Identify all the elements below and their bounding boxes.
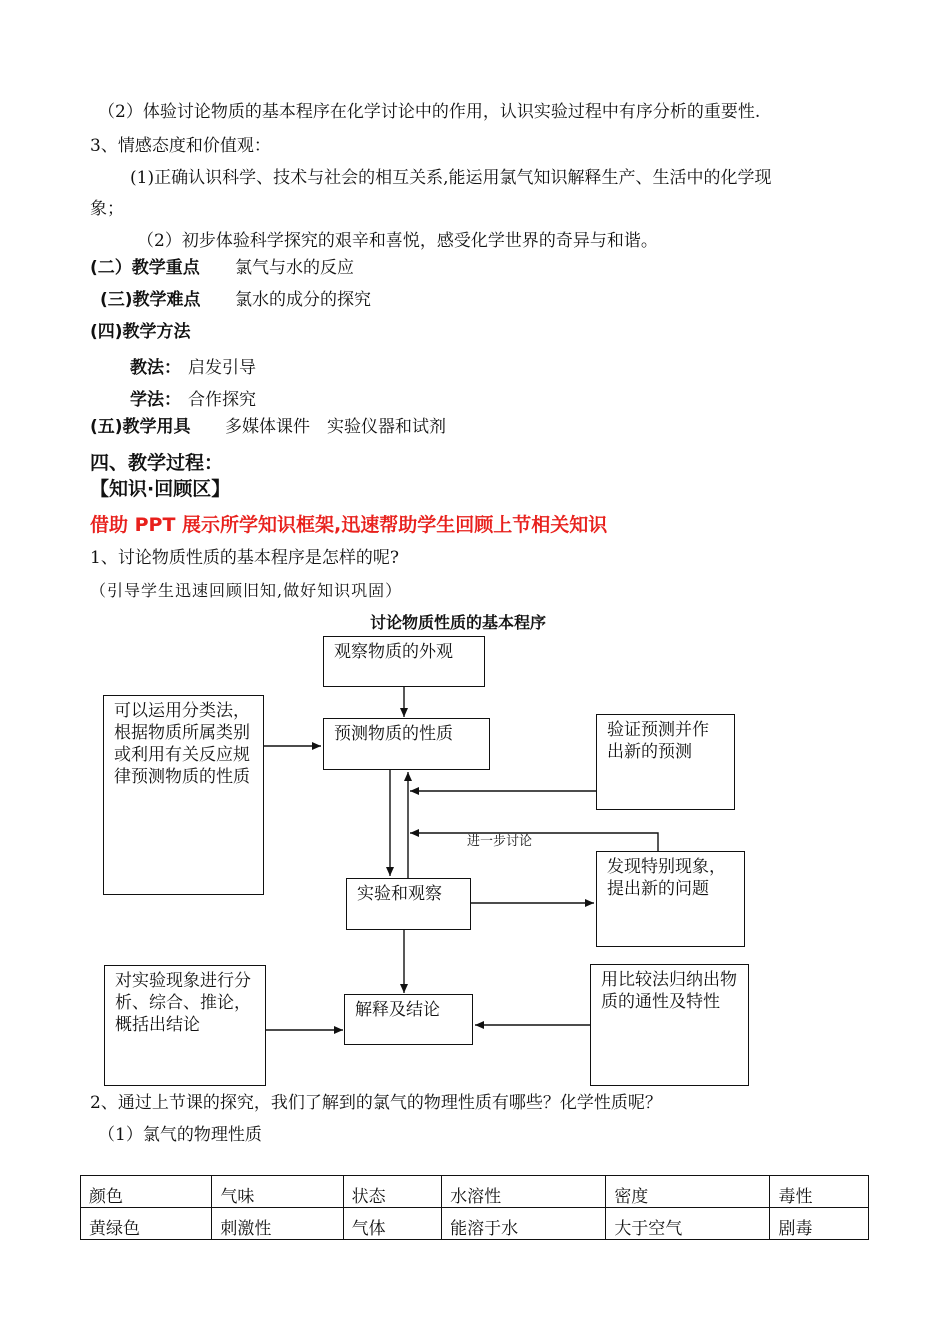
table-header-cell: 水溶性 [442,1176,606,1208]
learn-text: 合作探究 [188,390,256,410]
method-label: (四)教学方法 [90,322,191,342]
table-cell: 刺激性 [212,1208,343,1240]
teach-text: 启发引导 [188,358,256,378]
process-heading: 四、教学过程： [90,452,224,474]
label-further-discussion: 进一步讨论 [467,834,533,849]
box-observe: 观察物质的外观 [323,636,485,687]
focus-label: (二）教学重点 [90,258,200,278]
table-cell: 气体 [343,1208,442,1240]
question-2: 2、通过上节课的探究，我们了解到的氯气的物理性质有哪些？化学性质呢？ [90,1093,662,1113]
objective-line-2: （2）体验讨论物质的基本程序在化学讨论中的作用，认识实验过程中有序分析的重要性. [98,102,761,122]
table-header-row [81,1176,869,1208]
red-note: 借助 PPT 展示所学知识框架,迅速帮助学生回顾上节相关知识 [90,514,608,536]
focus-text: 氯气与水的反应 [235,258,354,278]
difficulty-text: 氯水的成分的探究 [235,290,371,310]
question-2-sub: （1）氯气的物理性质 [98,1125,262,1145]
box-discover: 发现特别现象，提出新的问题 [596,851,745,947]
question-1-hint: （引导学生迅速回顾旧知,做好知识巩固） [90,581,403,600]
review-heading: 【知识·回顾区】 [90,478,231,500]
table-header-cell: 气味 [212,1176,343,1208]
box-explain: 解释及结论 [344,994,473,1045]
tools-text: 多媒体课件 实验仪器和试剂 [225,417,446,437]
teach-label: 教法： [130,358,181,378]
diagram-title: 讨论物质性质的基本程序 [370,613,547,632]
box-experiment: 实验和观察 [346,878,471,930]
learn-label: 学法： [130,390,181,410]
table-cell: 大于空气 [606,1208,770,1240]
chlorine-properties-table [80,1175,869,1240]
attitude-heading: 3、情感态度和价值观： [90,136,271,156]
table-cell: 能溶于水 [442,1208,606,1240]
difficulty-label: (三)教学难点 [100,290,201,310]
box-predict: 预测物质的性质 [323,718,490,770]
table-header-cell: 毒性 [770,1176,869,1208]
table-row [81,1208,869,1240]
attitude-line-1: (1)正确认识科学、技术与社会的相互关系,能运用氯气知识解释生产、生活中的化学现 [130,168,772,188]
table-header-cell: 密度 [606,1176,770,1208]
attitude-line-2: （2）初步体验科学探究的艰辛和喜悦，感受化学世界的奇异与和谐。 [137,231,658,251]
attitude-line-1-cont: 象； [90,199,124,219]
box-analyze: 对实验现象进行分析、综合、推论，概括出结论 [104,965,266,1086]
tools-label: (五)教学用具 [90,417,191,437]
table-header-cell: 颜色 [81,1176,212,1208]
question-1: 1、讨论物质性质的基本程序是怎样的呢? [90,548,399,568]
table-cell: 剧毒 [770,1208,869,1240]
box-verify: 验证预测并作出新的预测 [596,714,735,810]
arrow-further-discussion [410,833,658,852]
box-compare: 用比较法归纳出物质的通性及特性 [590,964,749,1086]
table-header-cell: 状态 [343,1176,442,1208]
table-cell: 黄绿色 [81,1208,212,1240]
box-classify: 可以运用分类法，根据物质所属类别或利用有关反应规律预测物质的性质 [103,695,264,895]
